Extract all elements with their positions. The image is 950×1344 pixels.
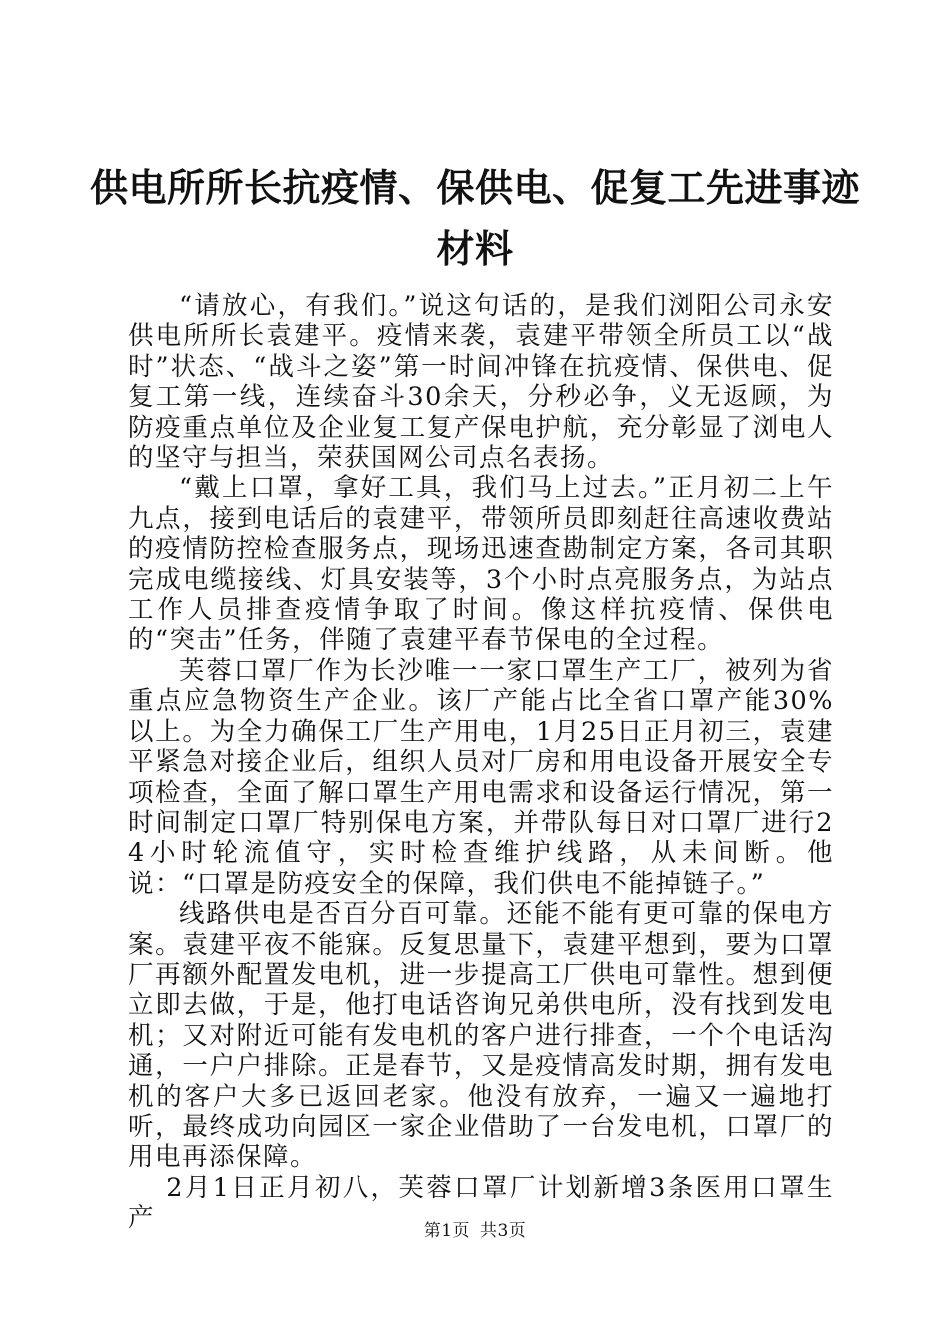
page-title (80, 158, 870, 280)
title-line-1: 供电所所长抗疫情、保供电、促复工先进事迹 (89, 166, 860, 210)
page-footer (0, 1216, 950, 1241)
document-body (128, 291, 834, 1234)
page-total: 共3页 (479, 1221, 527, 1241)
paragraph-4: 线路供电是否百分百可靠。还能不能有更可靠的保电方案。袁建平夜不能寐。反复思量下，袁建平想到，要为口罩厂再额外配置发电机，进一步提高工厂供电可靠性。想到便立即去做，于是，他打电话咨询兄弟供电所，没有找到发电机；又对附近可能有发电机的客户进行排查，一个个电话沟通，一户户排除。正是春节，又是疫情高发时期，拥有发电机的客户大多已返回老家。他没有放弃，一遍又一遍地打听，最终成功向园区一家企业借助了一台发电机，口罩厂的用电再添保障。 (128, 899, 834, 1173)
title-line-2: 材料 (436, 227, 514, 271)
paragraph-5: 2月1日正月初八，芙蓉口罩厂计划新增3条医用口罩生产 (128, 1172, 834, 1234)
paragraph-1: “请放心，有我们。”说这句话的，是我们浏阳公司永安供电所所长袁建平。疫情来袭，袁建平带领全所员工以“战时”状态、“战斗之姿”第一时间冲锋在抗疫情、保供电、促复工第一线，连续奋斗30余天，分秒必争，义无返顾，为防疫重点单位及企业复工复产保电护航，充分彰显了浏电人的坚守与担当，荣获国网公司点名表扬。 (128, 291, 834, 474)
page-number: 第1页 (423, 1221, 471, 1241)
paragraph-3: 芙蓉口罩厂作为长沙唯一一家口罩生产工厂，被列为省重点应急物资生产企业。该厂产能占比全省口罩产能30%以上。为全力确保工厂生产用电，1月25日正月初三，袁建平紧急对接企业后，组织人员对厂房和用电设备开展安全专项检查，全面了解口罩生产用电需求和设备运行情况，第一时间制定口罩厂特别保电方案，并带队每日对口罩厂进行24小时轮流值守，实时检查维护线路，从未间断。他说：“口罩是防疫安全的保障，我们供电不能掉链子。” (128, 655, 834, 899)
paragraph-2: “戴上口罩，拿好工具，我们马上过去。”正月初二上午九点，接到电话后的袁建平，带领所员即刻赶往高速收费站的疫情防控检查服务点，现场迅速查勘制定方案，各司其职完成电缆接线、灯具安装等，3个小时点亮服务点，为站点工作人员排查疫情争取了时间。像这样抗疫情、保供电的“突击”任务，伴随了袁建平春节保电的全过程。 (128, 473, 834, 656)
